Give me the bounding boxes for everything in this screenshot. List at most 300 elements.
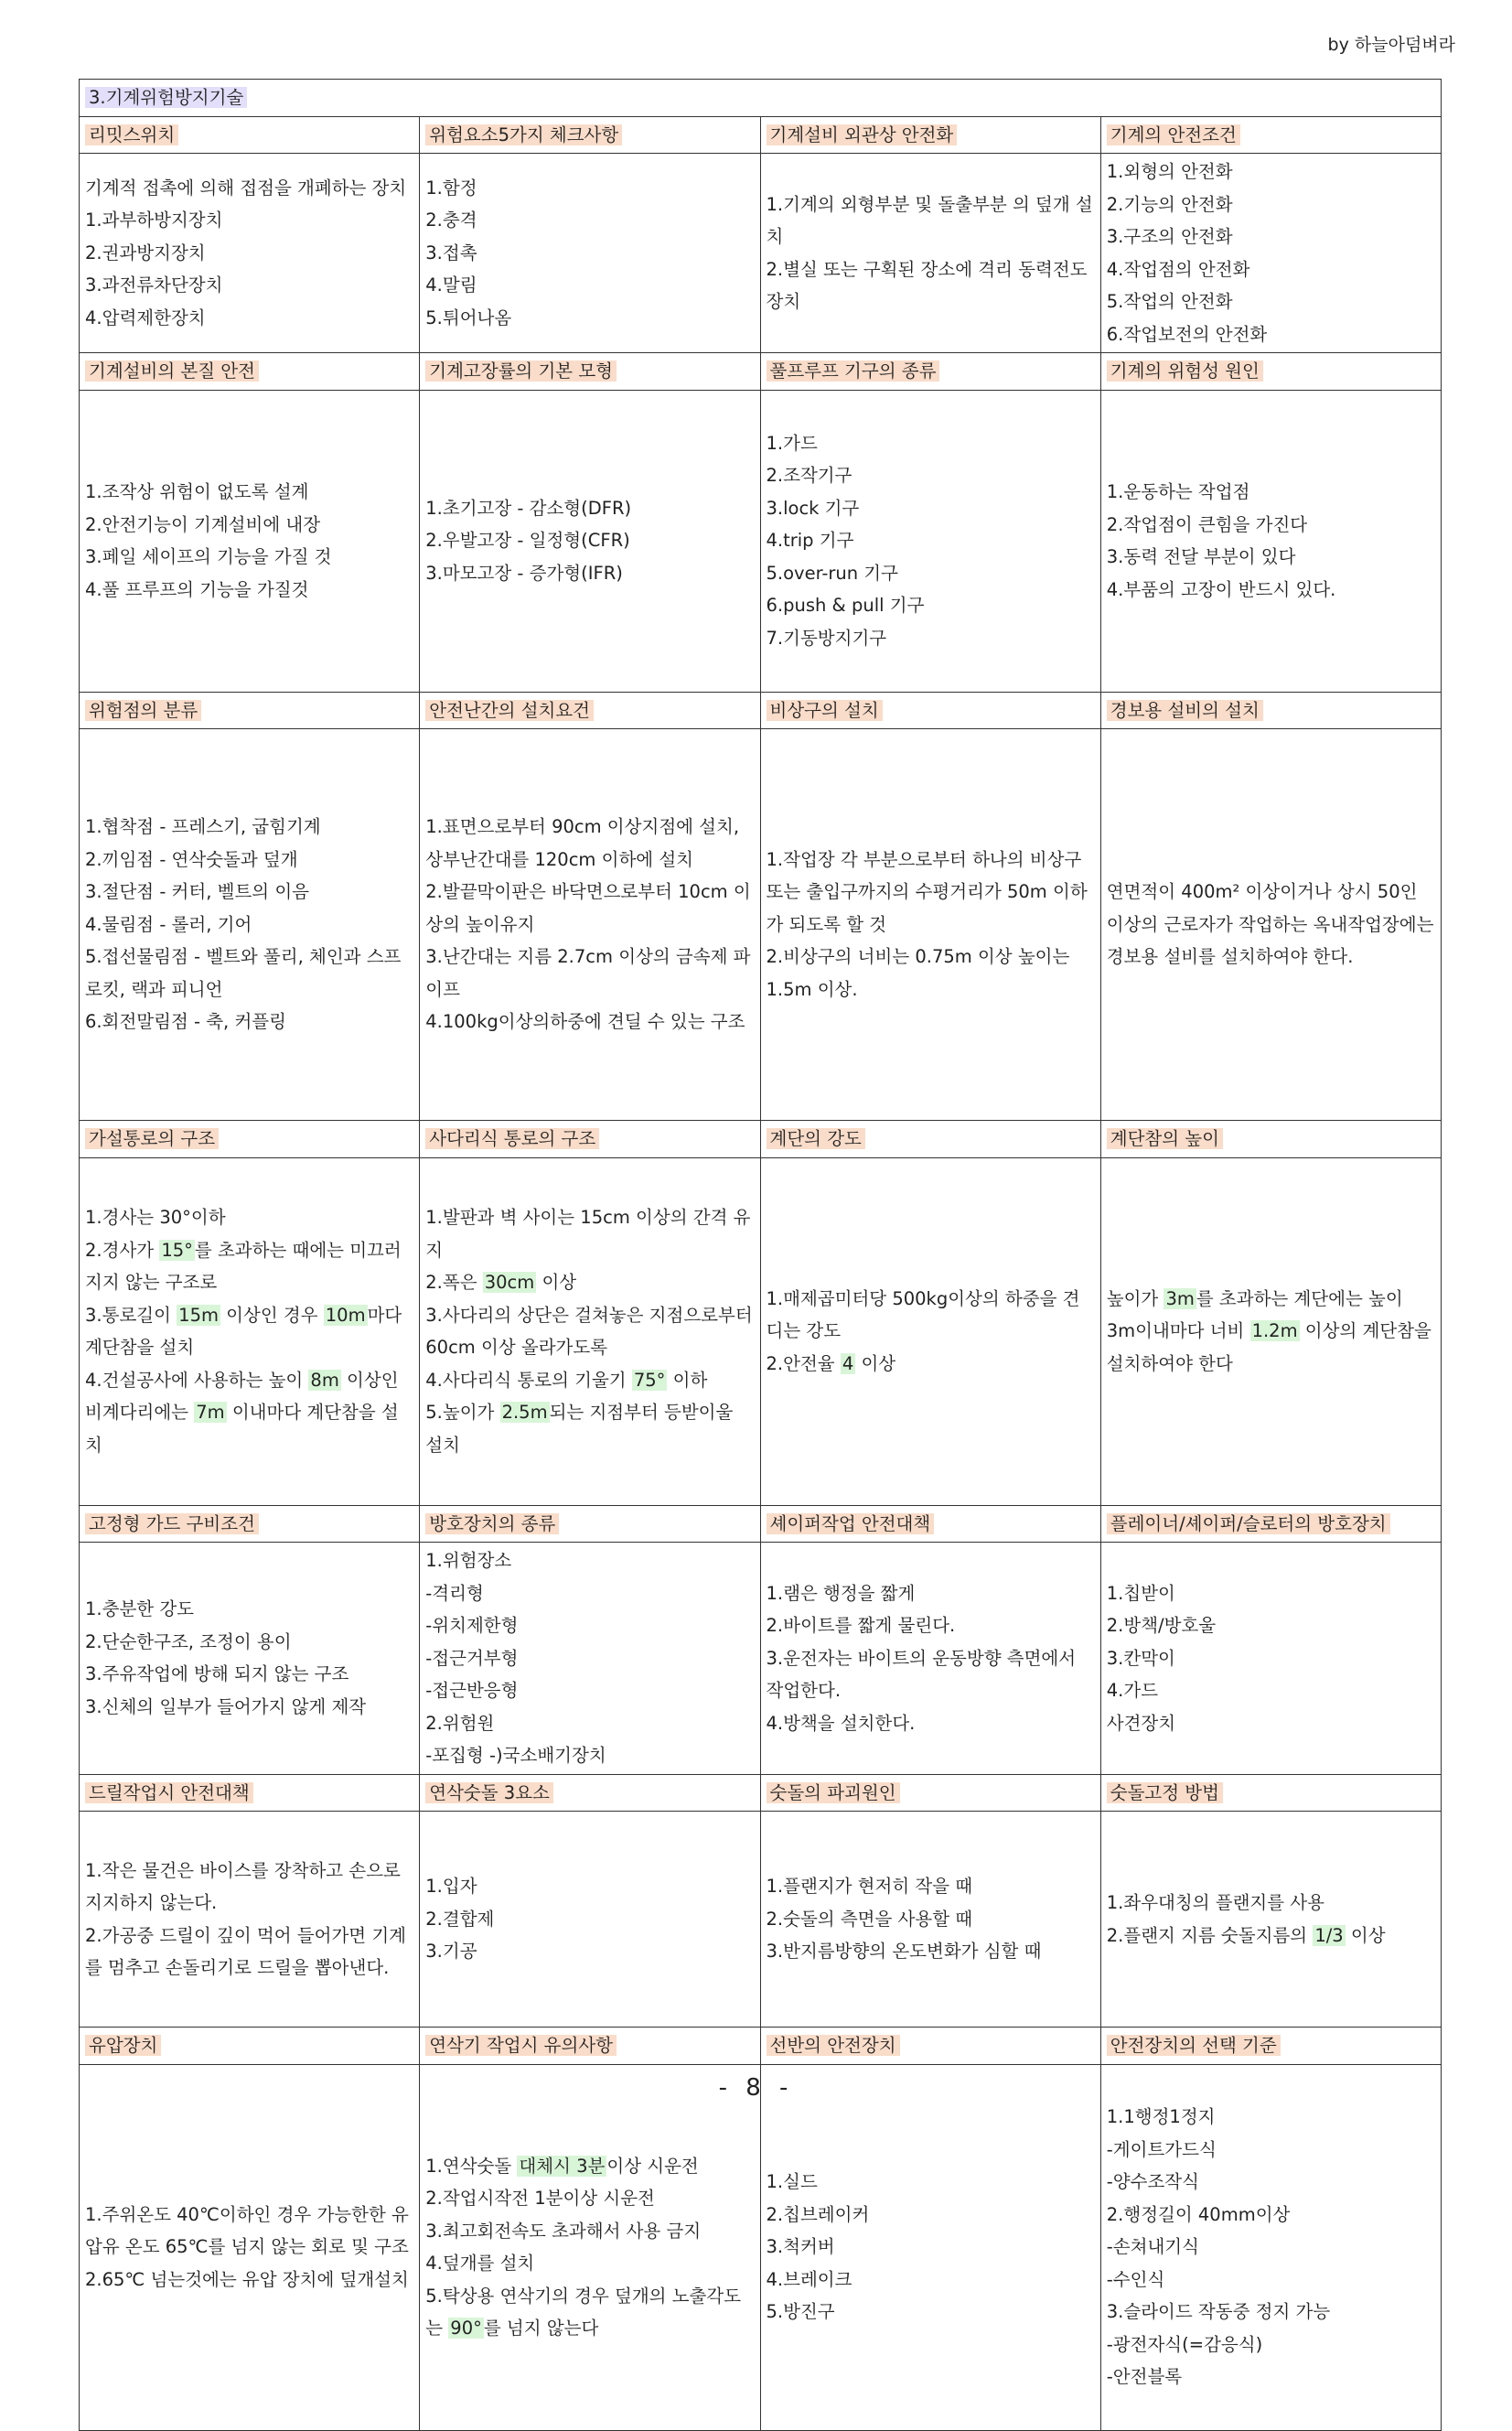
line-text: 2.발끝막이판은 바닥면으로부터 10cm 이상의 높이유지 xyxy=(425,881,751,935)
topic-heading: 계단참의 높이 xyxy=(1107,1128,1223,1149)
header-cell xyxy=(1100,1121,1441,1158)
line-text: -안전블록 xyxy=(1106,2366,1183,2388)
line-text: 1.플랜지가 현저히 작을 때 xyxy=(766,1876,973,1898)
content-line xyxy=(1107,2296,1435,2329)
line-text: 이상의 계단참을 설치하여야 한다 xyxy=(1106,1320,1432,1374)
header-cell xyxy=(760,2028,1100,2065)
content-cell xyxy=(760,154,1100,353)
line-text: 1.주위온도 40℃이하인 경우 가능한한 유압유 온도 65℃를 넘지 않는 회로 및 구조 xyxy=(85,2203,409,2258)
line-text: 2.비상구의 너비는 0.75m 이상 높이는 1.5m 이상. xyxy=(766,946,1070,1000)
content-line xyxy=(425,172,754,205)
line-text: 1.작은 물건은 바이스를 장착하고 손으로 지지하지 않는다. xyxy=(85,1859,401,1913)
content-line xyxy=(425,524,754,557)
highlighted-value: 15° xyxy=(161,1239,193,1261)
line-text: 1.가드 xyxy=(766,432,818,454)
line-text: 2.작업점이 큰힘을 가진다 xyxy=(1106,513,1308,535)
content-line xyxy=(85,909,413,941)
content-line xyxy=(767,459,1095,492)
content-line xyxy=(1107,2329,1435,2361)
content-line xyxy=(85,476,413,509)
content-line xyxy=(1107,1707,1435,1740)
content-line xyxy=(767,2264,1095,2297)
content-row xyxy=(80,1543,1442,1775)
line-text: 2.안전기능이 기계설비에 내장 xyxy=(85,513,321,535)
content-row xyxy=(80,729,1442,1121)
content-line xyxy=(425,1299,754,1364)
content-line xyxy=(85,302,413,335)
header-cell xyxy=(80,1505,420,1543)
content-line xyxy=(85,1691,413,1724)
line-text: 6.작업보전의 안전화 xyxy=(1106,323,1268,345)
header-row xyxy=(80,1774,1442,1812)
line-text: 1.실드 xyxy=(766,2171,818,2193)
highlighted-value: 1/3 xyxy=(1314,1924,1344,1946)
topic-heading: 연삭기 작업시 유의사항 xyxy=(425,2035,617,2056)
content-line xyxy=(1107,2134,1435,2167)
line-text: 4.브레이크 xyxy=(766,2268,853,2290)
content-line xyxy=(1107,1920,1435,1952)
highlighted-value: 3m xyxy=(1165,1287,1195,1309)
line-text: 이상 xyxy=(855,1352,896,1374)
line-text: 를 초과하는 때에는 미끄러지지 않는 구조로 xyxy=(85,1239,402,1293)
line-text: 3.통로길이 xyxy=(85,1304,177,1326)
header-cell xyxy=(760,1121,1100,1158)
line-text: 1.경사는 30°이하 xyxy=(85,1207,226,1228)
content-line xyxy=(425,302,754,335)
content-line xyxy=(425,1739,754,1772)
line-text: 기계적 접촉에 의해 접점을 개폐하는 장치 xyxy=(85,177,407,199)
content-cell xyxy=(420,2064,760,2430)
content-line xyxy=(1107,2361,1435,2393)
line-text: 3.구조의 안전화 xyxy=(1106,226,1233,247)
content-line xyxy=(85,1593,413,1626)
topic-heading: 기계의 위험성 원인 xyxy=(1107,360,1263,382)
content-cell xyxy=(80,1812,420,2028)
content-line xyxy=(85,509,413,542)
topic-heading: 연삭숫돌 3요소 xyxy=(425,1782,553,1803)
section-cell xyxy=(80,80,1442,117)
content-line xyxy=(425,2247,754,2280)
content-line xyxy=(85,237,413,270)
content-line xyxy=(767,253,1095,318)
content-line xyxy=(425,492,754,525)
line-text: 4.압력제한장치 xyxy=(85,307,206,328)
line-text: 2.바이트를 짧게 물린다. xyxy=(766,1615,956,1636)
line-text: 3.동력 전달 부분이 있다 xyxy=(1106,546,1296,567)
content-line xyxy=(425,1642,754,1675)
line-text: -손쳐내기식 xyxy=(1106,2236,1199,2258)
content-line xyxy=(425,269,754,302)
line-text: 4.건설공사에 사용하는 높이 xyxy=(85,1369,309,1391)
content-line xyxy=(85,204,413,237)
line-text: 이상 xyxy=(1345,1924,1386,1946)
line-text: 1.외형의 안전화 xyxy=(1106,161,1233,182)
line-text: 이상인 경우 xyxy=(220,1304,324,1326)
header-cell xyxy=(80,353,420,391)
content-line xyxy=(767,1283,1095,1348)
line-text: 1.초기고장 - 감소형(DFR) xyxy=(425,497,632,519)
line-text: 2.권과방지장치 xyxy=(85,242,206,264)
line-text: 4.부품의 고장이 반드시 있다. xyxy=(1106,578,1336,600)
header-row xyxy=(80,2028,1442,2065)
content-line xyxy=(767,1707,1095,1740)
line-text: 1.1행정1정지 xyxy=(1106,2106,1216,2128)
content-line xyxy=(767,622,1095,655)
line-text: 1.함정 xyxy=(425,177,477,199)
line-text: 이상인 비계다리에는 xyxy=(85,1369,399,1423)
line-text: -위치제한형 xyxy=(425,1615,519,1636)
content-line xyxy=(1107,876,1435,973)
content-row xyxy=(80,2064,1442,2430)
line-text: 를 초과하는 계단에는 높이 3m이내마다 너비 xyxy=(1106,1287,1403,1342)
content-line xyxy=(425,1609,754,1642)
content-cell xyxy=(1100,729,1441,1121)
line-text: 3.신체의 일부가 들어가지 않게 제작 xyxy=(85,1695,367,1717)
highlighted-value: 75° xyxy=(633,1369,666,1391)
content-line xyxy=(425,811,754,876)
content-line xyxy=(425,1006,754,1038)
header-cell xyxy=(760,353,1100,391)
line-text: 4.100kg이상의하중에 견딜 수 있는 구조 xyxy=(425,1011,745,1033)
content-line xyxy=(1107,1609,1435,1642)
highlighted-value: 1.2m xyxy=(1251,1320,1298,1342)
content-line xyxy=(1107,318,1435,351)
topic-heading: 기계의 안전조건 xyxy=(1107,124,1240,145)
author-byline: by 하늘아덤벼라 xyxy=(1327,35,1455,55)
header-cell xyxy=(1100,1505,1441,1543)
highlighted-value: 90° xyxy=(450,2318,482,2339)
line-text: 1.운동하는 작업점 xyxy=(1106,481,1250,502)
line-text: 2.폭은 xyxy=(425,1272,483,1293)
line-text: 3.기공 xyxy=(425,1941,477,1963)
content-cell xyxy=(80,729,420,1121)
line-text: 높이가 xyxy=(1106,1287,1164,1309)
content-cell xyxy=(80,1543,420,1775)
header-cell xyxy=(420,1121,760,1158)
section-row xyxy=(80,80,1442,117)
content-line xyxy=(85,1201,413,1234)
line-text: 5.방진구 xyxy=(766,2301,835,2323)
line-text: -접근거부형 xyxy=(425,1647,519,1669)
content-line xyxy=(85,2264,413,2297)
content-cell xyxy=(760,390,1100,692)
topic-heading: 위험요소5가지 체크사항 xyxy=(425,124,622,145)
header-cell xyxy=(1100,116,1441,154)
line-text: 6.회전말림점 - 축, 커플링 xyxy=(85,1011,286,1033)
line-text: 4.덮개를 설치 xyxy=(425,2253,535,2274)
content-cell xyxy=(420,1543,760,1775)
header-row xyxy=(80,1121,1442,1158)
content-line xyxy=(85,1364,413,1462)
line-text: 를 넘지 않는다 xyxy=(483,2318,599,2339)
content-line xyxy=(85,269,413,302)
content-line xyxy=(425,1903,754,1936)
content-line xyxy=(767,188,1095,253)
topic-heading: 경보용 설비의 설치 xyxy=(1107,700,1263,721)
section-title: 3.기계위험방지기술 xyxy=(85,87,247,108)
line-text: 1.협착점 - 프레스기, 굽힘기계 xyxy=(85,816,321,838)
header-cell xyxy=(80,1121,420,1158)
header-cell xyxy=(1100,2028,1441,2065)
highlighted-value: 대체시 3분 xyxy=(519,2155,606,2177)
content-cell xyxy=(420,390,760,692)
content-line xyxy=(85,1626,413,1659)
content-line xyxy=(85,1855,413,1920)
content-line xyxy=(85,2199,413,2264)
line-text: 2.플랜지 지름 숫돌지름의 xyxy=(1106,1924,1314,1946)
line-text: 2.조작기구 xyxy=(766,465,853,487)
content-line xyxy=(1107,1283,1435,1381)
header-cell xyxy=(80,1774,420,1812)
content-line xyxy=(767,1642,1095,1707)
line-text: 1.기계의 외형부분 및 돌출부분 의 덮개 설치 xyxy=(766,193,1093,247)
line-text: 1.작업장 각 부분으로부터 하나의 비상구 또는 출입구까지의 수평거리가 50m 이하가 되도록 할 것 xyxy=(766,848,1088,935)
topic-heading: 방호장치의 종류 xyxy=(425,1513,559,1534)
topic-heading: 안전난간의 설치요건 xyxy=(425,700,594,721)
highlighted-value: 30cm xyxy=(484,1272,535,1293)
content-line xyxy=(1107,221,1435,253)
topic-heading: 숫돌고정 방법 xyxy=(1107,1782,1223,1803)
content-line xyxy=(1107,2264,1435,2297)
line-text: 4.풀 프루프의 기능을 가질것 xyxy=(85,578,309,600)
line-text: 3.lock 기구 xyxy=(766,497,860,519)
content-line xyxy=(425,1201,754,1266)
line-text: 1.매제곱미터당 500kg이상의 하중을 견디는 강도 xyxy=(766,1287,1080,1342)
line-text: 4.trip 기구 xyxy=(766,530,854,552)
content-line xyxy=(767,1903,1095,1936)
content-row xyxy=(80,1812,1442,2028)
content-line xyxy=(425,1364,754,1397)
content-line xyxy=(425,2280,754,2345)
content-line xyxy=(767,1935,1095,1968)
content-cell xyxy=(760,1543,1100,1775)
line-text: 2.작업시작전 1분이상 시운전 xyxy=(425,2188,655,2209)
content-line xyxy=(85,876,413,909)
highlighted-value: 7m xyxy=(196,1402,225,1423)
content-row xyxy=(80,1157,1442,1505)
content-line xyxy=(1107,156,1435,188)
content-line xyxy=(85,541,413,574)
line-text: 2.끼임점 - 연삭숫돌과 덮개 xyxy=(85,848,298,870)
line-text: 2.안전율 xyxy=(766,1352,841,1374)
line-text: 2.기능의 안전화 xyxy=(1106,193,1233,215)
line-text: 3.접촉 xyxy=(425,242,477,264)
line-text: 1.조작상 위험이 없도록 설계 xyxy=(85,481,309,502)
content-line xyxy=(767,1348,1095,1381)
line-text: 3.과전류차단장치 xyxy=(85,274,223,296)
content-line xyxy=(1107,476,1435,509)
content-line xyxy=(425,2215,754,2248)
page-number: - 8 - xyxy=(718,2074,794,2102)
content-line xyxy=(767,2199,1095,2232)
topic-heading: 리밋스위치 xyxy=(85,124,178,145)
header-cell xyxy=(420,1505,760,1543)
header-row xyxy=(80,353,1442,391)
topic-heading: 플레이너/셰이퍼/슬로터의 방호장치 xyxy=(1107,1513,1390,1534)
content-line xyxy=(85,1006,413,1038)
line-text: 4.가드 xyxy=(1106,1680,1159,1701)
line-text: 5.접선물림점 - 벨트와 풀리, 체인과 스프로킷, 랙과 피니언 xyxy=(85,946,402,1000)
content-cell xyxy=(1100,154,1441,353)
line-text: 4.작업점의 안전화 xyxy=(1106,258,1250,280)
line-text: 4.말림 xyxy=(425,274,477,296)
content-line xyxy=(425,1935,754,1968)
content-line xyxy=(425,876,754,941)
content-line xyxy=(1107,1674,1435,1707)
line-text: -광전자식(=감응식) xyxy=(1106,2333,1263,2355)
content-line xyxy=(1107,509,1435,542)
content-line xyxy=(1107,574,1435,607)
line-text: -접근반응형 xyxy=(425,1680,519,1701)
line-text: 3.최고회전속도 초과해서 사용 금지 xyxy=(425,2220,702,2242)
line-text: 2.단순한구조, 조정이 용이 xyxy=(85,1630,292,1652)
content-line xyxy=(85,1920,413,1985)
line-text: -수인식 xyxy=(1106,2268,1165,2290)
content-line xyxy=(767,1870,1095,1903)
line-text: 2.결합제 xyxy=(425,1908,495,1930)
line-text: 1.과부하방지장치 xyxy=(85,210,223,231)
line-text: 3.난간대는 지름 2.7cm 이상의 금속제 파이프 xyxy=(425,946,751,1000)
line-text: 5.높이가 xyxy=(425,1402,500,1423)
line-text: 2.경사가 xyxy=(85,1239,160,1261)
topic-heading: 선반의 안전장치 xyxy=(767,2035,900,2056)
line-text: 3.척커버 xyxy=(766,2236,835,2258)
content-cell xyxy=(1100,1157,1441,1505)
content-line xyxy=(767,1609,1095,1642)
content-line xyxy=(425,1870,754,1903)
header-row xyxy=(80,1505,1442,1543)
line-text: 6.push & pull 기구 xyxy=(766,595,925,617)
header-cell xyxy=(1100,1774,1441,1812)
line-text: -포집형 -)국소배기장치 xyxy=(425,1745,606,1766)
content-line xyxy=(85,574,413,607)
content-line xyxy=(425,204,754,237)
line-text: 2.65℃ 넘는것에는 유압 장치에 덮개설치 xyxy=(85,2268,409,2290)
line-text: 3.칸막이 xyxy=(1106,1647,1175,1669)
content-line xyxy=(767,557,1095,590)
content-line xyxy=(767,941,1095,1006)
line-text: 4.물림점 - 롤러, 기어 xyxy=(85,913,252,935)
topic-heading: 비상구의 설치 xyxy=(767,700,883,721)
line-text: 4.사다리식 통로의 기울기 xyxy=(425,1369,632,1391)
content-line xyxy=(425,2150,754,2183)
content-cell xyxy=(1100,390,1441,692)
header-row xyxy=(80,692,1442,729)
line-text: 2.위험원 xyxy=(425,1712,495,1734)
content-line xyxy=(1107,2101,1435,2134)
line-text: 5.탁상용 연삭기의 경우 덮개의 노출각도는 xyxy=(425,2285,742,2339)
content-cell xyxy=(760,1157,1100,1505)
header-cell xyxy=(760,1505,1100,1543)
content-line xyxy=(1107,1887,1435,1920)
content-cell xyxy=(760,729,1100,1121)
line-text: 1.표면으로부터 90cm 이상지점에 설치, 상부난간대를 120cm 이하에 설치 xyxy=(425,816,740,870)
line-text: 되는 지점부터 등받이울 설치 xyxy=(425,1402,734,1456)
line-text: 3.슬라이드 작동중 정지 가능 xyxy=(1106,2301,1331,2323)
header-cell xyxy=(1100,353,1441,391)
content-cell xyxy=(760,2064,1100,2430)
topic-heading: 고정형 가드 구비조건 xyxy=(85,1513,259,1534)
topic-heading: 숫돌의 파괴원인 xyxy=(767,1782,900,1803)
line-text: 2.충격 xyxy=(425,210,477,231)
content-line xyxy=(767,2166,1095,2199)
content-cell xyxy=(80,2064,420,2430)
content-line xyxy=(85,172,413,205)
line-text: 5.튀어나옴 xyxy=(425,307,512,328)
line-text: 3.주유작업에 방해 되지 않는 구조 xyxy=(85,1663,349,1685)
header-cell xyxy=(760,116,1100,154)
line-text: 7.기동방지기구 xyxy=(766,627,887,649)
content-line xyxy=(85,1658,413,1691)
content-line xyxy=(1107,2231,1435,2264)
header-cell xyxy=(80,2028,420,2065)
content-cell xyxy=(420,729,760,1121)
line-text: 2.별실 또는 구획된 장소에 격리 동력전도장치 xyxy=(766,258,1088,312)
topic-heading: 기계고장률의 기본 모형 xyxy=(425,360,617,382)
content-cell xyxy=(1100,2064,1441,2430)
content-line xyxy=(767,524,1095,557)
line-text: 1.위험장소 xyxy=(425,1550,512,1571)
topic-heading: 기계설비 외관상 안전화 xyxy=(767,124,958,145)
line-text: 3.마모고장 - 증가형(IFR) xyxy=(425,562,623,584)
line-text: 1.입자 xyxy=(425,1876,477,1898)
highlighted-value: 8m xyxy=(310,1369,339,1391)
content-line xyxy=(425,237,754,270)
content-cell xyxy=(420,1157,760,1505)
line-text: 연면적이 400m² 이상이거나 상시 50인 이상의 근로자가 작업하는 옥내작업장에는 경보용 설비를 설치하여야 한다. xyxy=(1106,881,1434,968)
topic-heading: 드릴작업시 안전대책 xyxy=(85,1782,253,1803)
content-line xyxy=(85,1299,413,1364)
content-line xyxy=(767,2231,1095,2264)
line-text: 사견장치 xyxy=(1106,1712,1176,1734)
line-text: 5.작업의 안전화 xyxy=(1106,291,1233,312)
content-cell xyxy=(760,1812,1100,2028)
topic-heading: 풀프루프 기구의 종류 xyxy=(767,360,940,382)
line-text: 3.반지름방향의 온도변화가 심할 때 xyxy=(766,1941,1042,1963)
line-text: 이상 xyxy=(536,1272,577,1293)
topic-heading: 안전장치의 선택 기준 xyxy=(1107,2035,1281,2056)
content-line xyxy=(425,1707,754,1740)
content-line xyxy=(1107,188,1435,221)
line-text: 3.사다리의 상단은 걸쳐놓은 지점으로부터 60cm 이상 올라가도록 xyxy=(425,1304,753,1358)
content-line xyxy=(1107,253,1435,286)
content-line xyxy=(425,1544,754,1577)
line-text: -게이트가드식 xyxy=(1106,2138,1217,2160)
content-line xyxy=(1107,1642,1435,1675)
content-line xyxy=(85,941,413,1006)
header-cell xyxy=(420,1774,760,1812)
topic-heading: 기계설비의 본질 안전 xyxy=(85,360,259,382)
header-row xyxy=(80,116,1442,154)
content-cell xyxy=(1100,1543,1441,1775)
content-line xyxy=(425,1674,754,1707)
content-line xyxy=(1107,285,1435,318)
highlighted-value: 4 xyxy=(842,1352,854,1374)
line-text: 3.운전자는 바이트의 운동방향 측면에서 작업한다. xyxy=(766,1647,1077,1701)
header-cell xyxy=(1100,692,1441,729)
content-line xyxy=(767,589,1095,622)
line-text: 3.페일 세이프의 기능을 가질 것 xyxy=(85,546,332,567)
topic-heading: 위험점의 분류 xyxy=(85,700,201,721)
content-cell xyxy=(420,154,760,353)
content-line xyxy=(1107,541,1435,574)
header-cell xyxy=(420,116,760,154)
line-text: 1.램은 행정을 짧게 xyxy=(766,1582,916,1604)
content-line xyxy=(767,844,1095,941)
content-line xyxy=(85,844,413,877)
line-text: 1.충분한 강도 xyxy=(85,1598,194,1620)
line-text: 2.칩브레이커 xyxy=(766,2203,870,2225)
